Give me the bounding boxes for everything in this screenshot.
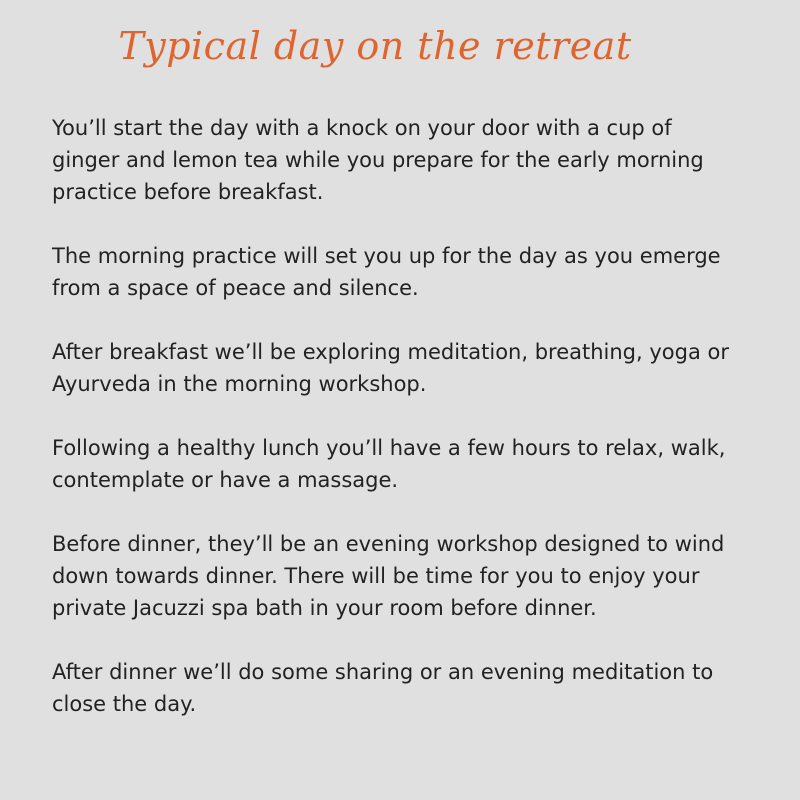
paragraph-morning-practice: [52, 240, 772, 304]
paragraph-evening-workshop: [52, 528, 772, 624]
text-line: After breakfast we’ll be exploring meditation, breathing, yoga or: [52, 340, 729, 364]
text-line: close the day.: [52, 692, 197, 716]
text-line: from a space of peace and silence.: [52, 276, 419, 300]
paragraph-after-dinner: [52, 656, 772, 720]
text-line: contemplate or have a massage.: [52, 468, 399, 492]
text-line: ginger and lemon tea while you prepare for the early morning: [52, 148, 704, 172]
text-line: Following a healthy lunch you’ll have a few hours to relax, walk,: [52, 436, 726, 460]
text-line: private Jacuzzi spa bath in your room before dinner.: [52, 596, 597, 620]
text-line: down towards dinner. There will be time for you to enjoy your: [52, 564, 700, 588]
page-title: Typical day on the retreat: [118, 24, 632, 68]
paragraph-wake-up: [52, 112, 772, 208]
text-line: You’ll start the day with a knock on your door with a cup of: [52, 116, 672, 140]
body-text: [52, 112, 772, 720]
text-line: Before dinner, they’ll be an evening workshop designed to wind: [52, 532, 725, 556]
text-line: practice before breakfast.: [52, 180, 324, 204]
paragraph-afternoon: [52, 432, 772, 496]
text-line: Ayurveda in the morning workshop.: [52, 372, 427, 396]
text-line: After dinner we’ll do some sharing or an evening meditation to: [52, 660, 714, 684]
text-line: The morning practice will set you up for the day as you emerge: [52, 244, 721, 268]
paragraph-morning-workshop: [52, 336, 772, 400]
